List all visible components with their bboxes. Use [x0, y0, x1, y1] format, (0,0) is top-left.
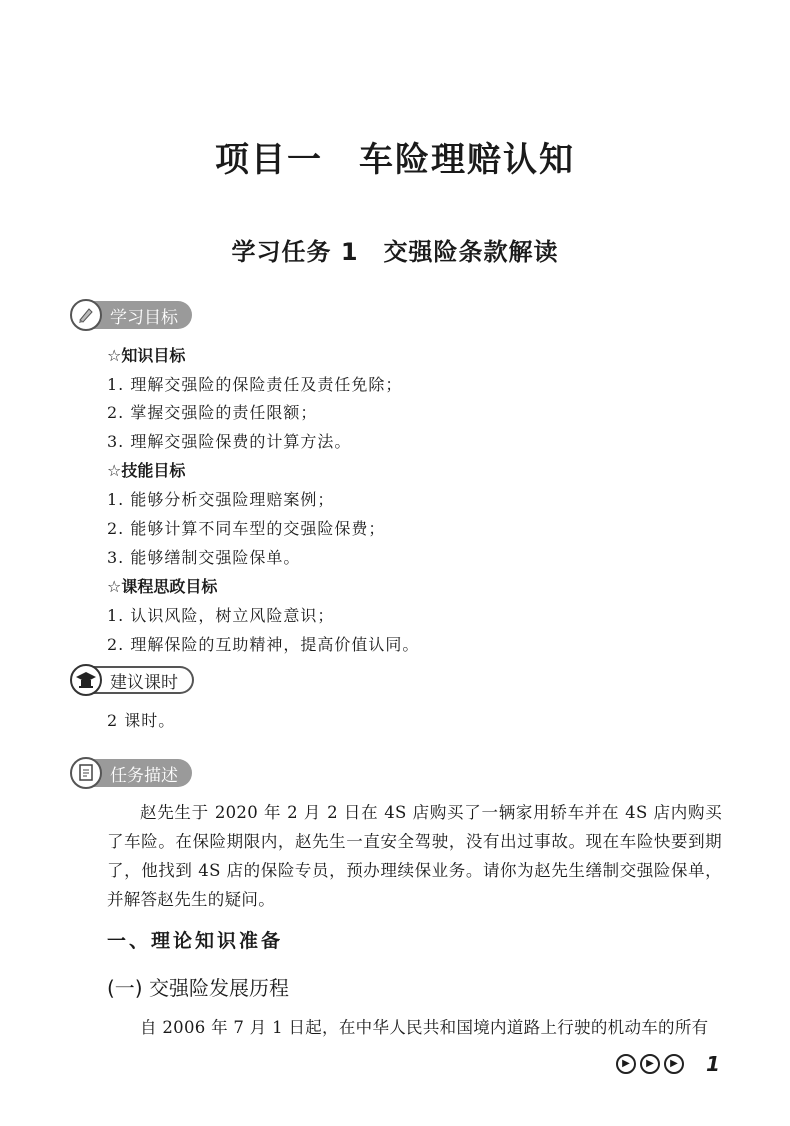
skill-objectives-heading: ☆技能目标	[107, 461, 186, 480]
body-paragraph: 自 2006 年 7 月 1 日起，在中华人民共和国境内道路上行驶的机动车的所有	[140, 1018, 709, 1037]
hours-badge-label: 建议课时	[86, 666, 194, 694]
list-item: 1. 理解交强险的保险责任及责任免除；	[107, 375, 403, 394]
list-item: 1. 能够分析交强险理赔案例；	[107, 490, 335, 509]
arrow-right-icon: ▶	[640, 1054, 660, 1074]
subsection-heading: (一) 交强险发展历程	[107, 976, 289, 1000]
objectives-badge-label: 学习目标	[86, 301, 192, 329]
pen-icon	[70, 299, 102, 331]
hours-text: 2 课时。	[107, 711, 176, 730]
knowledge-objectives-heading: ☆知识目标	[107, 346, 186, 365]
task-title: 学习任务 1 交强险条款解读	[231, 238, 559, 266]
list-item: 3. 理解交强险保费的计算方法。	[107, 432, 352, 451]
list-item: 1. 认识风险，树立风险意识；	[107, 606, 335, 625]
arrow-right-icon: ▶	[616, 1054, 636, 1074]
description-badge-label: 任务描述	[86, 759, 192, 787]
chapter-title: 项目一 车险理赔认知	[215, 140, 575, 180]
ideology-objectives-heading: ☆课程思政目标	[107, 577, 218, 596]
objectives-badge	[70, 298, 192, 332]
document-icon	[70, 757, 102, 789]
hours-badge	[70, 663, 194, 697]
list-item: 2. 能够计算不同车型的交强险保费；	[107, 519, 386, 538]
arrow-right-icon: ▶	[664, 1054, 684, 1074]
list-item: 2. 理解保险的互助精神，提高价值认同。	[107, 635, 420, 654]
graduation-cap-icon	[70, 664, 102, 696]
section-heading: 一、理论知识准备	[107, 930, 284, 952]
page-number: 1	[706, 1052, 720, 1076]
page-footer	[616, 1052, 720, 1076]
task-description-paragraph: 赵先生于 2020 年 2 月 2 日在 4S 店购买了一辆家用轿车并在 4S 店内购买了车险。在保险期限内，赵先生一直安全驾驶，没有出过事故。现在车险快要到期了，他找到 4S 店的保险专员，预办理续保业务。请你为赵先生缮制交强险保单，并解答赵先生的疑问。	[107, 803, 722, 909]
description-badge	[70, 756, 192, 790]
list-item: 2. 掌握交强险的责任限额；	[107, 403, 318, 422]
list-item: 3. 能够缮制交强险保单。	[107, 548, 301, 567]
